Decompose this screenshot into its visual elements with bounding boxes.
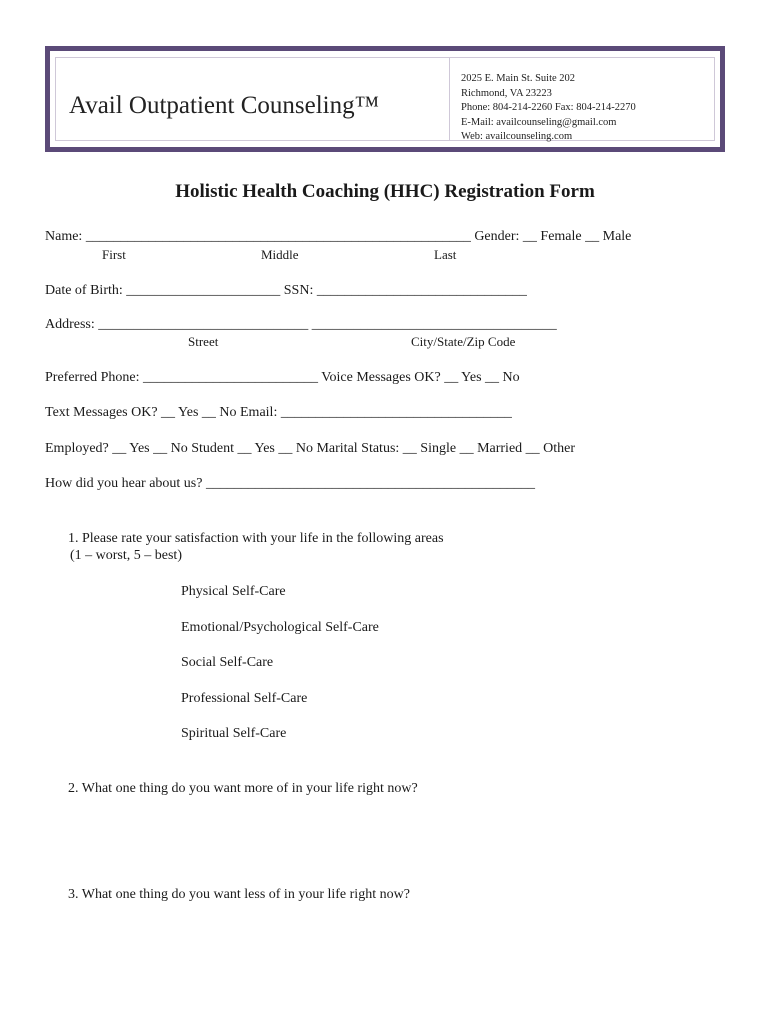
area-physical: Physical Self-Care <box>181 584 286 599</box>
header-divider <box>449 58 450 140</box>
header-inner-border <box>55 57 715 141</box>
status-field[interactable]: Employed? __ Yes __ No Student __ Yes __ No Marital Status: __ Single __ Married __ Other <box>45 441 576 456</box>
area-professional: Professional Self-Care <box>181 691 308 706</box>
dob-ssn-field[interactable]: Date of Birth: ______________________ SSN: ______________________________ <box>45 283 527 298</box>
contact-address2: Richmond, VA 23223 <box>461 87 552 99</box>
question-3: 3. What one thing do you want less of in your life right now? <box>68 887 410 902</box>
contact-email: E-Mail: availcounseling@gmail.com <box>461 116 617 128</box>
contact-address1: 2025 E. Main St. Suite 202 <box>461 73 576 84</box>
contact-web: Web: availcounseling.com <box>461 131 573 142</box>
contact-block <box>461 72 636 145</box>
header-box <box>45 46 725 152</box>
address-field[interactable]: Address: ______________________________ ___________________________________ <box>45 317 557 332</box>
question-2: 2. What one thing do you want more of in your life right now? <box>68 781 418 796</box>
area-social: Social Self-Care <box>181 655 274 670</box>
contact-phone-fax: Phone: 804-214-2260 Fax: 804-214-2270 <box>461 102 636 113</box>
referral-field[interactable]: How did you hear about us? _______________________________________________ <box>45 476 535 491</box>
phone-field[interactable]: Preferred Phone: _________________________ Voice Messages OK? __ Yes __ No <box>45 370 520 385</box>
name-field[interactable]: Name: _______________________________________________________ Gender: __ Female __ Male <box>45 229 632 244</box>
address-city-label: City/State/Zip Code <box>411 334 516 349</box>
company-name: Avail Outpatient Counseling™ <box>69 92 380 119</box>
name-last-label: Last <box>434 247 457 262</box>
question-1: 1. Please rate your satisfaction with your life in the following areas <box>68 531 444 546</box>
area-spiritual: Spiritual Self-Care <box>181 726 287 741</box>
name-middle-label: Middle <box>261 247 299 262</box>
question-1-scale: (1 – worst, 5 – best) <box>70 548 182 563</box>
area-emotional: Emotional/Psychological Self-Care <box>181 620 379 635</box>
name-first-label: First <box>102 247 126 262</box>
form-title: Holistic Health Coaching (HHC) Registration Form <box>175 181 595 202</box>
address-street-label: Street <box>188 334 219 349</box>
text-email-field[interactable]: Text Messages OK? __ Yes __ No Email: _________________________________ <box>45 405 512 420</box>
